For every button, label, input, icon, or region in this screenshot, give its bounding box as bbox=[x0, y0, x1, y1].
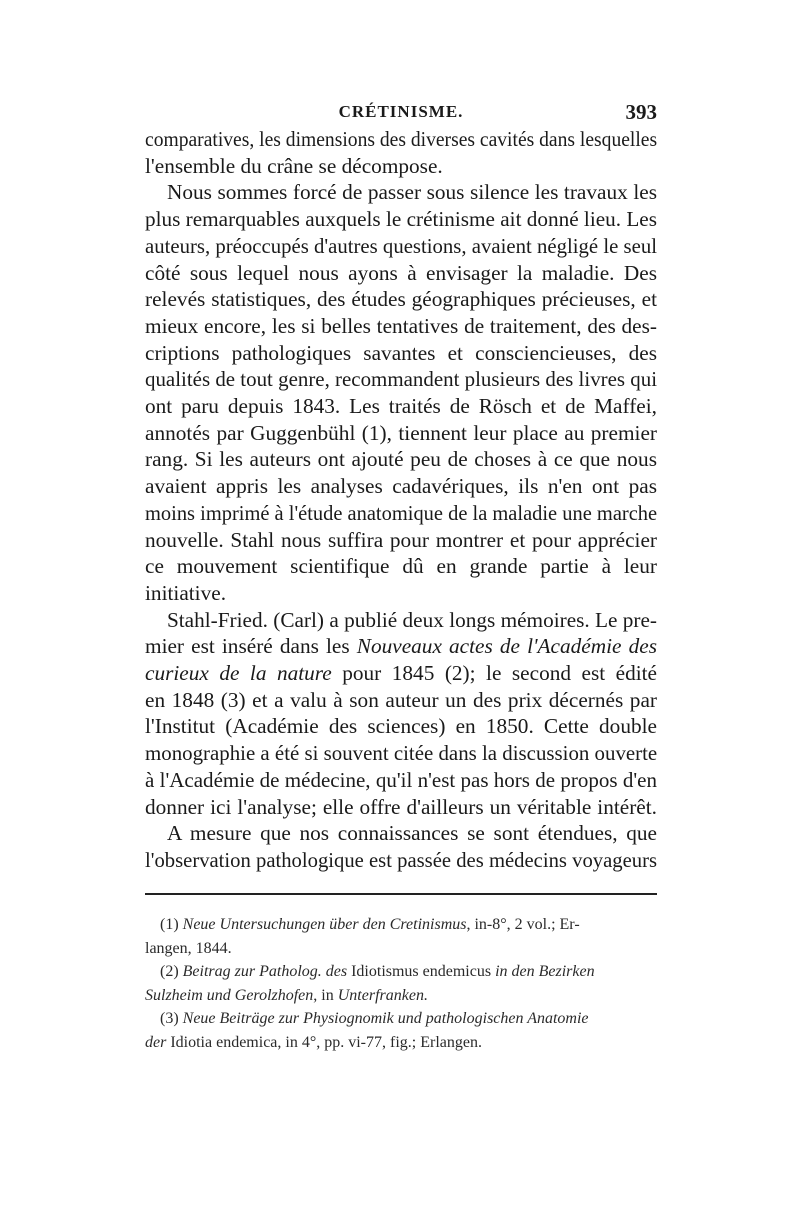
text-line: comparatives, les dimensions des diverses cavités dans lesquelles bbox=[145, 127, 658, 151]
text-line: relevés statistiques, des études géographiques précieuses, et bbox=[145, 287, 657, 312]
paragraph-1 bbox=[145, 126, 657, 607]
text-line: l'observation pathologique est passée des médecins voyageurs bbox=[145, 847, 658, 872]
text-line: en 1848 (3) et a valu à son auteur un des prix décernés par bbox=[145, 687, 657, 712]
footnote-title: in den Bezirken bbox=[495, 963, 595, 980]
footnote-number: (2) bbox=[160, 963, 183, 980]
footnote-3-cont bbox=[145, 1031, 657, 1055]
text-line: rang. Si les auteurs ont ajouté peu de choses à ce que nous bbox=[145, 447, 657, 472]
running-head: CRÉTINISME. bbox=[338, 102, 464, 121]
footnote-number: (1) bbox=[160, 916, 183, 933]
journal-title-cont: curieux de la nature bbox=[145, 661, 332, 686]
footnote-title: Sulzheim und Gerolzhofen bbox=[145, 986, 314, 1004]
text-line: mieux encore, les si belles tentatives de traitement, des des- bbox=[145, 313, 657, 338]
footnotes bbox=[145, 913, 657, 1054]
footnote-2 bbox=[145, 960, 657, 984]
text-line: à l'Académie de médecine, qu'il n'est pas hors de propos d'en bbox=[145, 767, 657, 792]
footnote-2-cont bbox=[145, 984, 657, 1008]
footnote-title: Neue Untersuchungen über den Cretinismus bbox=[182, 916, 467, 933]
page-number: 393 bbox=[625, 100, 657, 124]
footnote-text: Idiotia endemica, in 4°, pp. vi-77, fig.; Erlangen. bbox=[166, 1033, 482, 1051]
text-line: ont paru depuis 1843. Les traités de Rösch et de Maffei, bbox=[145, 394, 657, 419]
text-line: qualités de tout genre, recommandent plusieurs des livres qui bbox=[145, 367, 658, 392]
text-span: pour 1845 (2); le second est édité bbox=[331, 661, 658, 686]
text-line: Nous sommes forcé de passer sous silence les travaux les bbox=[167, 180, 657, 205]
text-line: Stahl-Fried. (Carl) a publié deux longs mémoires. Le pre- bbox=[166, 607, 658, 632]
footnote-1 bbox=[145, 913, 657, 937]
footnote-number: (3) bbox=[160, 1010, 183, 1027]
footnote-text: , in bbox=[313, 986, 338, 1004]
footnote-1-cont: langen, 1844. bbox=[145, 939, 232, 957]
body-text bbox=[145, 126, 657, 874]
text-line: l'ensemble du crâne se décompose. bbox=[145, 153, 443, 178]
text-span: mier est inséré dans les bbox=[145, 634, 357, 659]
text-line: l'Institut (Académie des sciences) en 1850. Cette double bbox=[145, 714, 657, 739]
text-line bbox=[145, 660, 657, 687]
text-line: monographie a été si souvent citée dans la discussion ouverte bbox=[145, 741, 658, 766]
footnote-text: Idiotismus endemicus bbox=[347, 963, 496, 980]
text-line: nouvelle. Stahl nous suffira pour montrer et pour apprécier bbox=[145, 527, 657, 552]
journal-title: Nouveaux actes de l'Académie des bbox=[356, 634, 657, 659]
text-line: criptions pathologiques savantes et consciencieuses, des bbox=[145, 340, 657, 365]
footnote-title: Beitrag zur Patholog. des bbox=[182, 963, 348, 980]
text-line: plus remarquables auxquels le crétinisme ait donné lieu. Les bbox=[145, 207, 657, 232]
page-header bbox=[145, 100, 657, 126]
footnote-3 bbox=[145, 1007, 657, 1031]
text-line: moins imprimé à l'étude anatomique de la maladie une marche bbox=[145, 500, 658, 525]
text-line: avaient appris les analyses cadavériques, ils n'en ont pas bbox=[145, 474, 657, 499]
text-line: côté sous lequel nous ayons à envisager la maladie. Des bbox=[145, 260, 657, 285]
text-line bbox=[145, 633, 657, 660]
text-line: A mesure que nos connaissances se sont étendues, que bbox=[167, 821, 657, 846]
text-line: donner ici l'analyse; elle offre d'ailleurs un véritable intérêt. bbox=[145, 794, 657, 819]
text-line: auteurs, préoccupés d'autres questions, avaient négligé le seul bbox=[145, 233, 657, 258]
footnote-title: der bbox=[145, 1033, 167, 1051]
text-line: annotés par Guggenbühl (1), tiennent leur place au premier bbox=[145, 420, 657, 445]
footnote-text: , in-8°, 2 vol.; Er- bbox=[466, 916, 580, 933]
footnote-title: Unterfranken. bbox=[337, 986, 428, 1004]
footnote-rule bbox=[145, 893, 657, 895]
text-line: initiative. bbox=[145, 580, 227, 605]
footnote-title: Neue Beiträge zur Physiognomik und pathologischen Anatomie bbox=[182, 1010, 589, 1027]
text-line: ce mouvement scientifique dû en grande partie à leur bbox=[145, 554, 657, 579]
